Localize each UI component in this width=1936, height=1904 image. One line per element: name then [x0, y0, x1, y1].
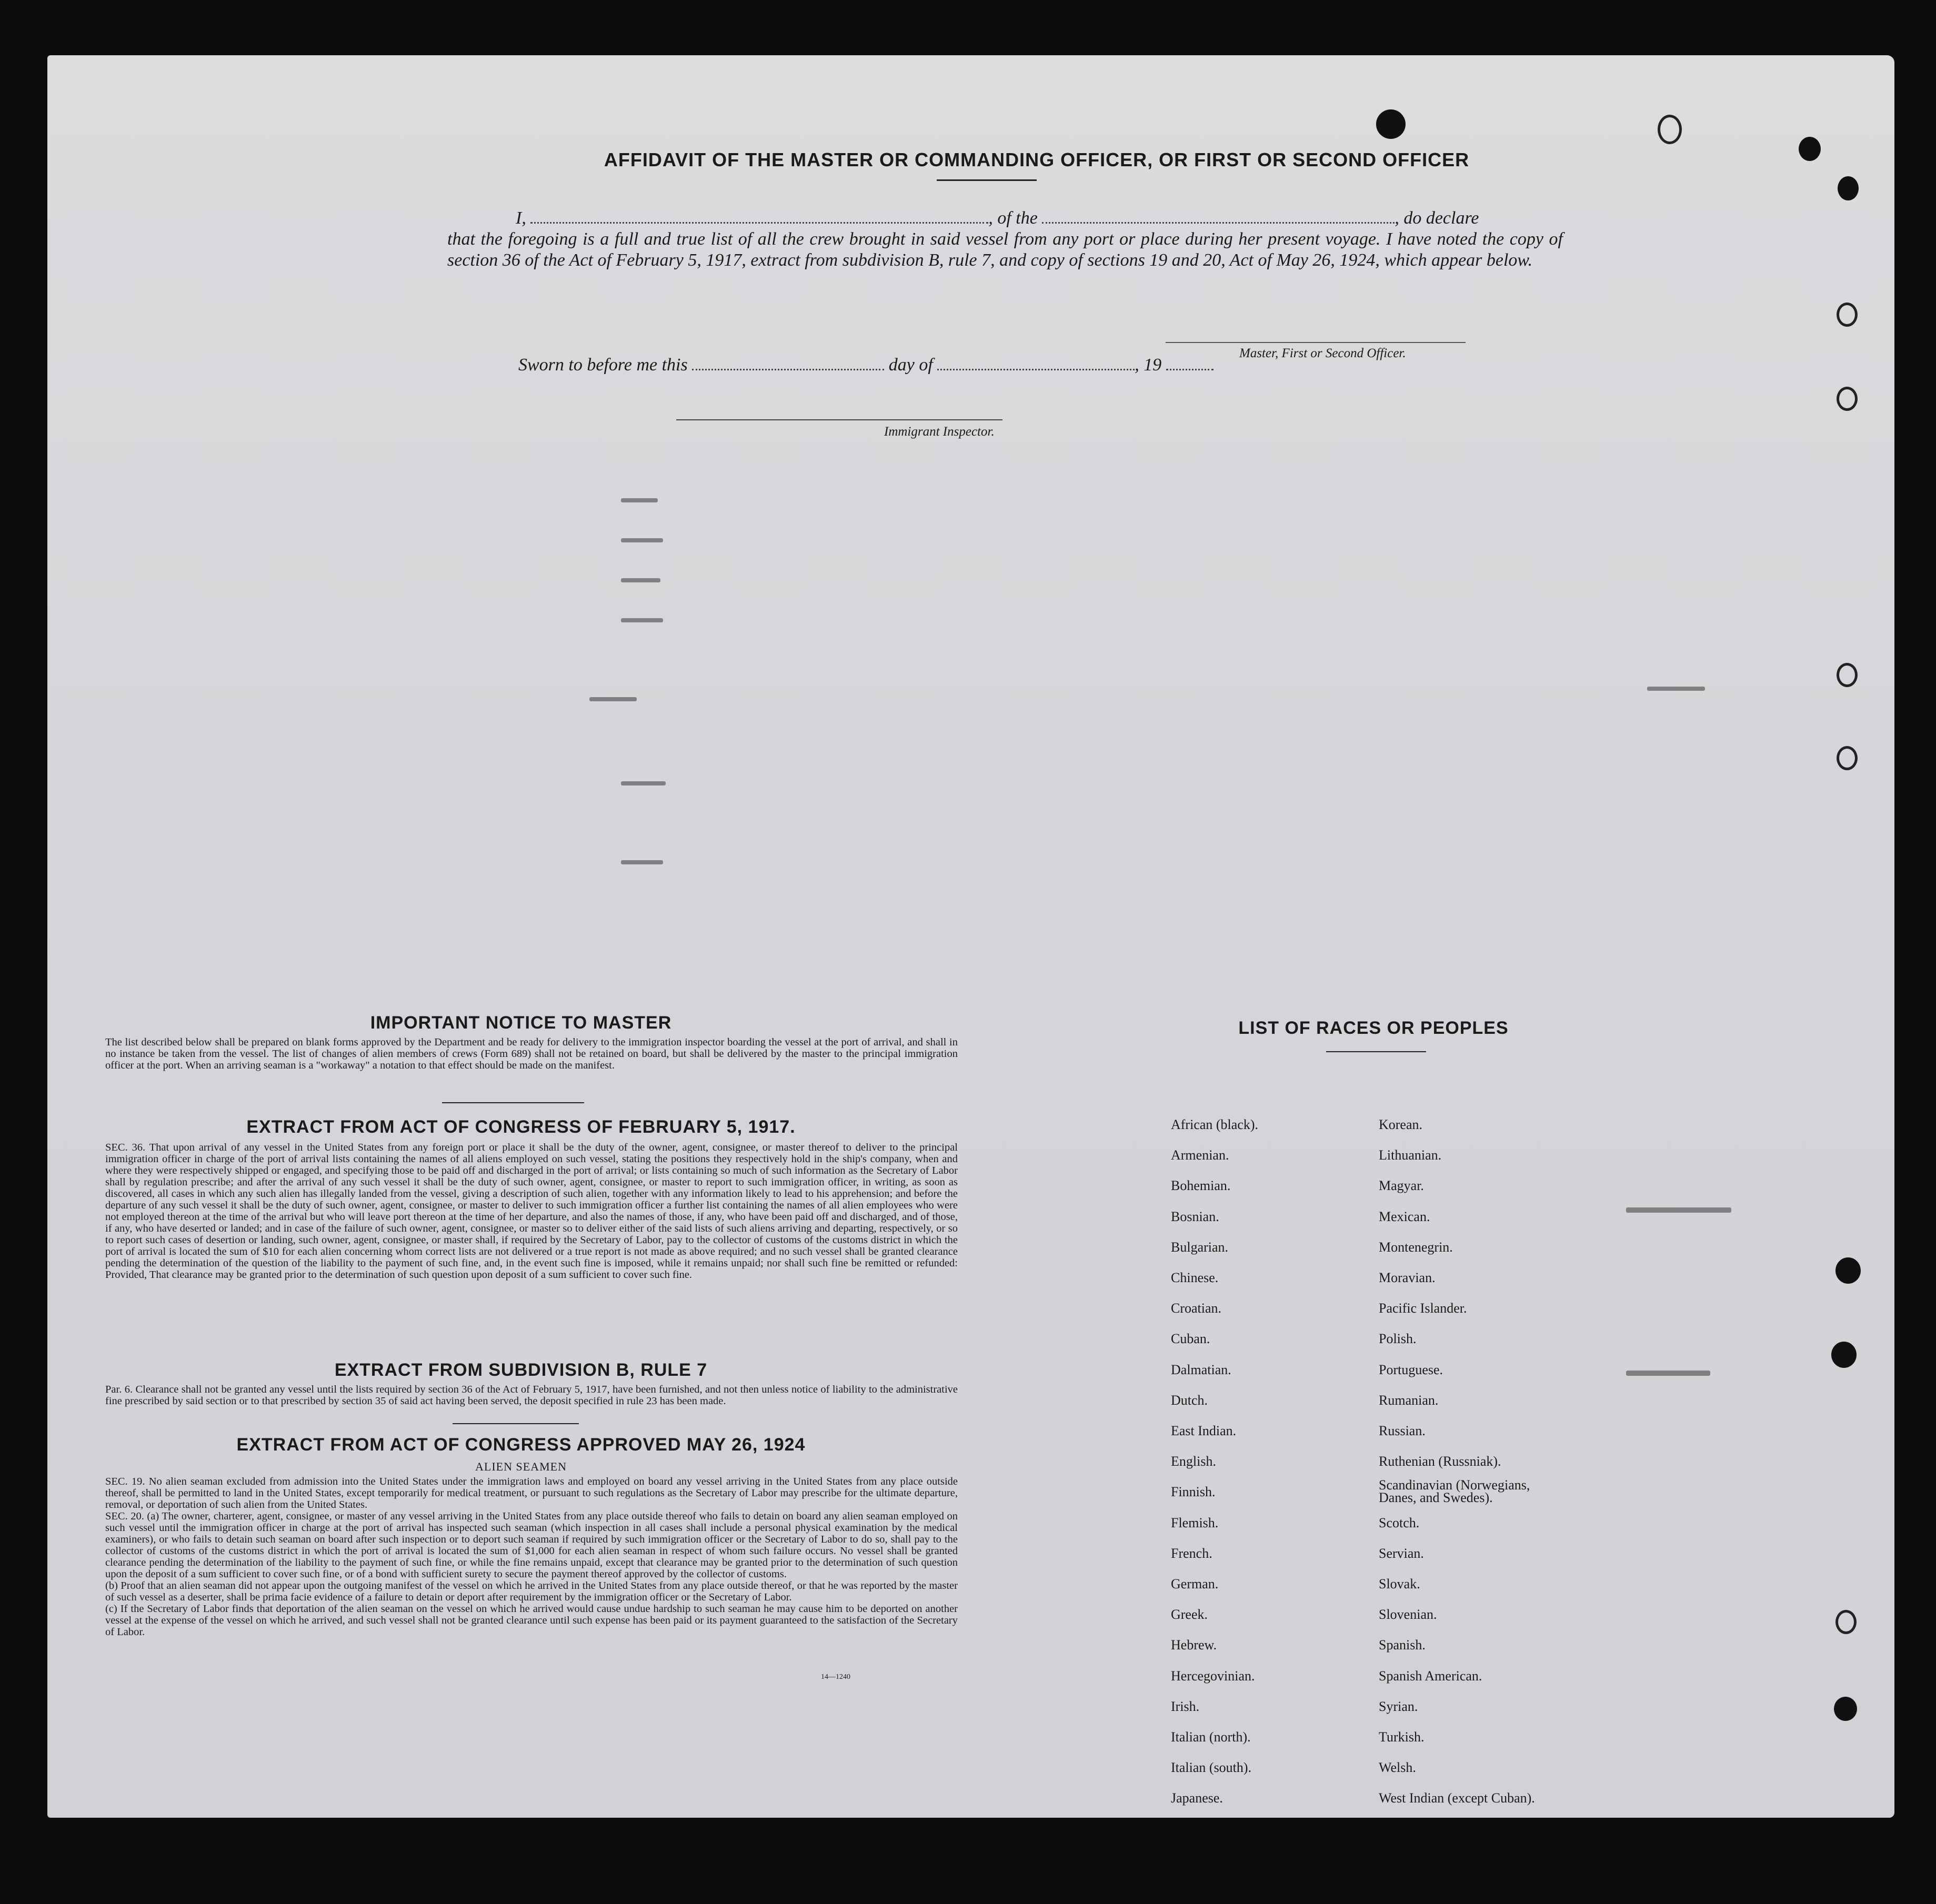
affidavit-i: I,	[516, 208, 526, 228]
form-page	[47, 55, 1894, 1818]
races-title: LIST OF RACES OR PEOPLES	[1238, 1018, 1509, 1038]
race-item: Pacific Islander.	[1379, 1301, 1467, 1316]
race-item: Italian (north).	[1171, 1729, 1251, 1745]
race-item: Scotch.	[1379, 1515, 1420, 1530]
extract-1924-title: EXTRACT FROM ACT OF CONGRESS APPROVED MAY 26, 1924	[236, 1435, 806, 1455]
rule7-text: Par. 6. Clearance shall not be granted any vessel until the lists required by section 36 of the Act of February 5, 1917, have been furnished, and not then unless notice of liability to the administrative fine prescribed by said section or to that prescribed by section 35 of said act having been served, the deposit specified in rule 23 has been made.	[105, 1384, 958, 1407]
inspector-signature-label: Immigrant Inspector.	[884, 425, 995, 439]
race-item: Dutch.	[1171, 1392, 1208, 1408]
race-item: Japanese.	[1171, 1790, 1223, 1806]
extract-1924-subtitle: ALIEN SEAMEN	[475, 1460, 567, 1473]
affidavit-statement: that the foregoing is a full and true list of all the crew brought in said vessel from any port or place during her present voyage. I have noted the copy of section 36 of the Act of February 5, 1917, extract from subdivision B, rule 7, and copy of sections 19 and 20, Act of May 26, 1924, which appear below.	[447, 229, 1563, 270]
binder-hole	[1837, 303, 1858, 327]
binder-hole	[1799, 137, 1821, 161]
race-item: Welsh.	[1379, 1760, 1416, 1776]
binder-hole	[1838, 176, 1859, 200]
race-item: Servian.	[1379, 1545, 1424, 1561]
bleed-mark	[621, 860, 663, 864]
binder-hole	[1837, 387, 1858, 411]
master-signature-line[interactable]	[1166, 342, 1466, 343]
race-item: Scandinavian (Norwegians, Danes, and Swedes).	[1379, 1477, 1530, 1506]
extract-1917-text: SEC. 36. That upon arrival of any vessel in the United States from any foreign port or place it shall be the duty of the owner, agent, consignee, or master thereof to deliver to the principal immigration officer in charge of the port of arrival lists containing the names of all aliens employed on such vessel, stating the positions they respectively hold in the ship's company, when and where they were respectively shipped or engaged, and specifying those to be paid off and discharged in the port of arrival; or lists containing so much of such information as the Secretary of Labor shall by regulation prescribe; and after the arrival of any such vessel it shall be the duty of such owner, agent, consignee, or master to report to such immigration officer, in writing, as soon as discovered, all cases in which any such alien has illegally landed from the vessel, giving a description of such alien, together with any information likely to lead to his apprehension; and before the departure of any such vessel it shall be the duty of such owner, agent, consignee, or master to deliver to such immigration officer a further list containing the names of all alien employees who were not employed thereon at the time of the arrival but who will leave port thereon at the time of her departure, and also the names of those, if any, who have been paid off and discharged, and of those, if any, who have deserted or landed; and in case of the failure of such owner, agent, consignee, or master so to deliver either of the said lists of such aliens arriving and departing, respectively, or so to report such cases of desertion or landing, such owner, agent, consignee, or master shall, if required by the Secretary of Labor, pay to the collector of customs of the customs district in which the port of arrival is located the sum of $10 for each alien concerning whom correct lists are not delivered or a true report is not made as above required; and no such vessel shall be granted clearance pending the determination of the question of the liability to the payment of such fine, and, in the event such fine is imposed, while it remains unpaid; nor shall such fine be remitted or refunded: Provided, That clearance may be granted prior to the determination of such question upon deposit of a sum sufficient to cover such fine.	[105, 1142, 958, 1281]
bleed-mark	[621, 578, 660, 582]
race-item: Bohemian.	[1171, 1178, 1231, 1194]
binder-hole	[1835, 1610, 1857, 1634]
race-item: French.	[1171, 1545, 1212, 1561]
race-item: Croatian.	[1171, 1301, 1222, 1316]
race-item: Turkish.	[1379, 1729, 1425, 1745]
affidavit-title: AFFIDAVIT OF THE MASTER OR COMMANDING OFFICER, OR FIRST OR SECOND OFFICER	[604, 149, 1470, 170]
binder-hole	[1834, 1697, 1857, 1721]
sec20a-text: SEC. 20. (a) The owner, charterer, agent, consignee, or master of any vessel arriving in the United States from any place outside thereof who fails to detain on board any alien seaman employed on such vessel until the immigration officer in charge at the port of arrival has inspected such seaman (which inspection in all cases shall include a personal physical examination by the medical examiners), or who fails to detain such seaman on board after such inspection or to deport such seaman if required by such immigration officer or the Secretary of Labor to do so, shall pay to the collector of customs of the customs district in which the port of arrival is located the sum of $1,000 for each alien seaman in respect of whom such failure occurs. No vessel shall be granted clearance pending the determination of the liability to the payment of such fine, or while the fine remains unpaid, except that clearance may be granted prior to the determination of such question upon the deposit of a sum sufficient to cover such fine, or of a bond with sufficient surety to secure the payment thereof approved by the collector of customs.	[105, 1510, 958, 1580]
race-item: Spanish.	[1379, 1637, 1426, 1653]
race-item: Syrian.	[1379, 1698, 1418, 1714]
affidavit-body	[447, 208, 1563, 271]
race-item: Italian (south).	[1171, 1760, 1252, 1776]
races-divider	[1326, 1051, 1426, 1052]
sworn-prefix: Sworn to before me this	[518, 355, 688, 375]
race-item: Greek.	[1171, 1607, 1208, 1623]
race-item: Hebrew.	[1171, 1637, 1217, 1653]
title-divider	[937, 179, 1037, 181]
race-item: Bulgarian.	[1171, 1239, 1229, 1255]
notice-divider	[442, 1102, 584, 1103]
race-item: Chinese.	[1171, 1270, 1219, 1285]
sworn-year-label: , 19	[1135, 355, 1162, 375]
sworn-year-field[interactable]	[1166, 369, 1213, 370]
notice-text: The list described below shall be prepared on blank forms approved by the Department and be ready for delivery to the immigration inspector boarding the vessel at the port of arrival, and shall in no instance be taken from the vessel. The list of changes of alien members of crews (Form 689) shall not be retained on board, but shall be delivered by the master to the principal immigration officer at the port. When an arriving seaman is a "workaway" a notation to that effect should be made on the manifest.	[105, 1036, 958, 1071]
race-item: Slovenian.	[1379, 1607, 1437, 1623]
race-item: Lithuanian.	[1379, 1147, 1442, 1163]
race-item: Armenian.	[1171, 1147, 1229, 1163]
binder-hole	[1835, 1257, 1861, 1284]
inspector-signature-line[interactable]	[676, 419, 1002, 420]
sworn-day-label: day of	[888, 355, 933, 375]
notice-title: IMPORTANT NOTICE TO MASTER	[370, 1013, 672, 1033]
form-number: 14—1240	[821, 1673, 850, 1681]
race-item: Bosnian.	[1171, 1208, 1219, 1224]
binder-hole	[1837, 663, 1858, 687]
race-item: Mexican.	[1379, 1208, 1430, 1224]
race-item: Rumanian.	[1379, 1392, 1439, 1408]
race-item: Dalmatian.	[1171, 1362, 1231, 1377]
race-item: German.	[1171, 1576, 1219, 1591]
binder-hole	[1658, 115, 1682, 144]
race-item: Finnish.	[1171, 1484, 1216, 1500]
race-item: Hercegovinian.	[1171, 1668, 1255, 1684]
master-signature-label: Master, First or Second Officer.	[1239, 346, 1406, 360]
race-item: East Indian.	[1171, 1423, 1237, 1438]
race-item: Magyar.	[1379, 1178, 1424, 1194]
extract-1924-body	[105, 1476, 958, 1638]
race-item: Russian.	[1379, 1423, 1426, 1438]
binder-hole	[1376, 109, 1406, 139]
bleed-mark	[621, 498, 658, 502]
sworn-month-field[interactable]	[937, 369, 1135, 370]
race-item: Portuguese.	[1379, 1362, 1443, 1377]
race-item: African (black).	[1171, 1117, 1259, 1132]
vessel-name-field[interactable]	[1042, 222, 1395, 224]
race-item: Moravian.	[1379, 1270, 1436, 1285]
race-item: Flemish.	[1171, 1515, 1219, 1530]
race-item: English.	[1171, 1454, 1216, 1469]
race-item: Korean.	[1379, 1117, 1423, 1132]
sworn-line	[518, 355, 1213, 375]
binder-hole	[1837, 746, 1858, 770]
bleed-mark	[1626, 1371, 1710, 1376]
race-item: Montenegrin.	[1379, 1239, 1453, 1255]
sworn-day-field[interactable]	[692, 369, 884, 370]
bleed-mark	[621, 618, 663, 622]
officer-name-field[interactable]	[530, 222, 988, 224]
race-item: Irish.	[1171, 1698, 1200, 1714]
race-item: Cuban.	[1171, 1331, 1210, 1347]
sec20c-text: (c) If the Secretary of Labor finds that deportation of the alien seaman on the vessel on which he arrived would cause undue hardship to such seaman he may cause him to be deported on another vessel at the expense of the vessel on which he arrived, and such vessel shall not be granted clearance until such expense has been paid or its payment guaranteed to the satisfaction of the Secretary of Labor.	[105, 1603, 958, 1638]
race-item: West Indian (except Cuban).	[1379, 1790, 1535, 1806]
bleed-mark	[589, 697, 637, 701]
affidavit-declare: , do declare	[1395, 208, 1479, 228]
bleed-mark	[1647, 687, 1705, 691]
sec19-text: SEC. 19. No alien seaman excluded from admission into the United States under the immigration laws and employed on board any vessel arriving in the United States from any place outside thereof, shall be permitted to land in the United States, except temporarily for medical treatment, or pursuant to such regulations as the Secretary of Labor may prescribe for the ultimate departure, removal, or deportation of such alien from the United States.	[105, 1476, 958, 1510]
race-item: Spanish American.	[1379, 1668, 1482, 1684]
race-item: Polish.	[1379, 1331, 1417, 1347]
race-item: Slovak.	[1379, 1576, 1420, 1591]
rule7-divider	[453, 1423, 579, 1424]
rule7-title: EXTRACT FROM SUBDIVISION B, RULE 7	[334, 1360, 708, 1380]
bleed-mark	[621, 781, 666, 785]
binder-hole	[1831, 1342, 1857, 1368]
affidavit-of-the: , of the	[988, 208, 1038, 228]
bleed-mark	[621, 538, 663, 542]
bleed-mark	[1626, 1207, 1731, 1213]
sec20b-text: (b) Proof that an alien seaman did not appear upon the outgoing manifest of the vessel on which he arrived in the United States from any place outside thereof, or that he was reported by the master of such vessel as a deserter, shall be prima facie evidence of a failure to detain or deport after requirement by the immigration officer or the Secretary of Labor.	[105, 1580, 958, 1603]
race-item: Ruthenian (Russniak).	[1379, 1454, 1501, 1469]
extract-1917-title: EXTRACT FROM ACT OF CONGRESS OF FEBRUARY 5, 1917.	[246, 1117, 796, 1137]
